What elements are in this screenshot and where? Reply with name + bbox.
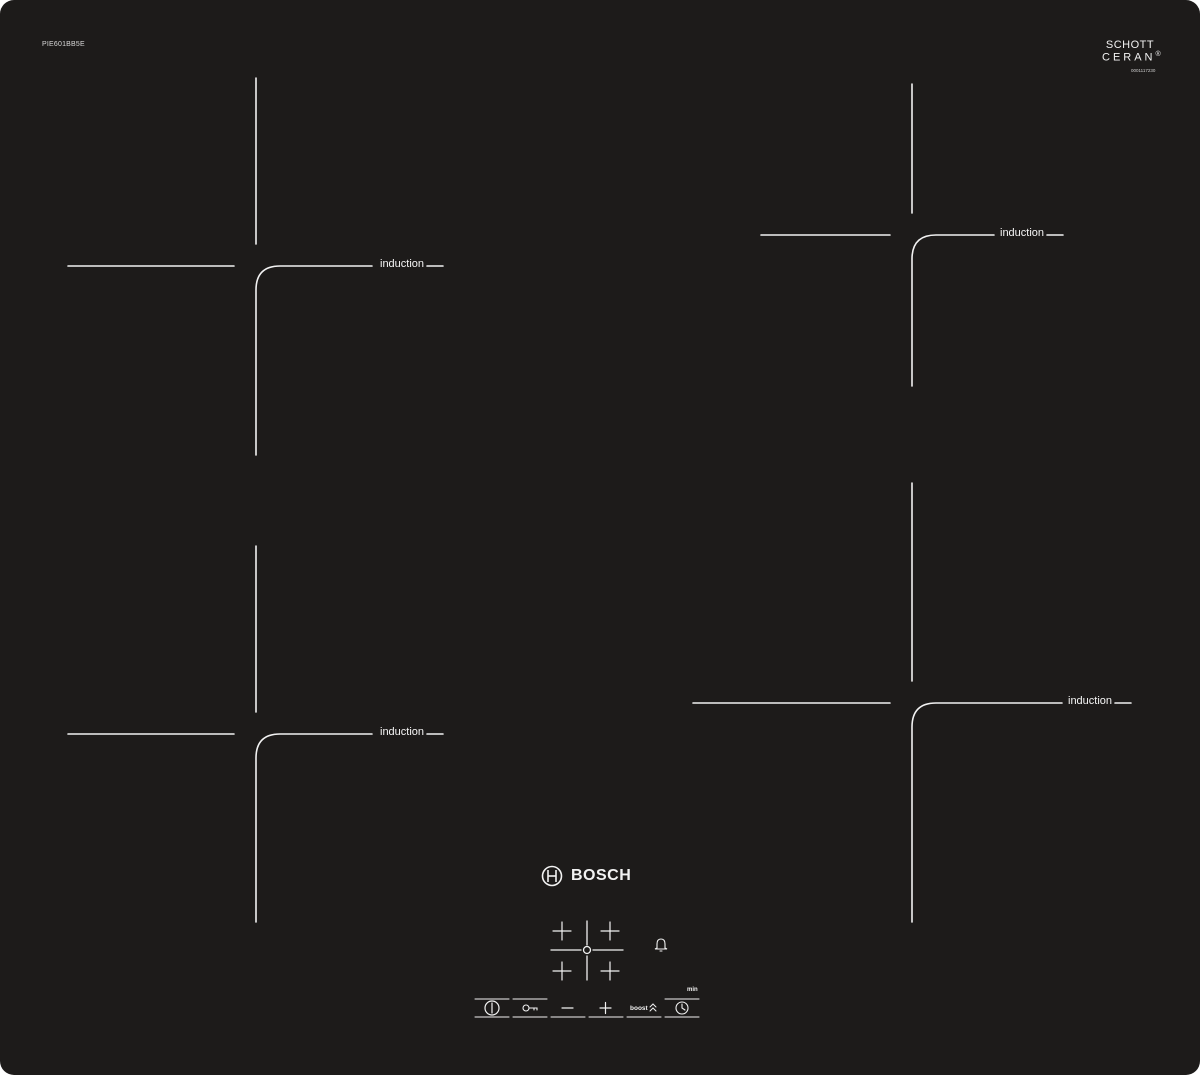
bell-icon[interactable] (655, 939, 667, 951)
power-icon[interactable] (485, 1001, 499, 1015)
zone-marker-bottom-right (693, 483, 1131, 922)
clock-icon[interactable] (676, 1002, 688, 1014)
zone-select-front-right[interactable] (601, 962, 619, 980)
zone-label-top-left: induction (380, 258, 425, 270)
zone-select-rear-right[interactable] (601, 922, 619, 940)
model-number: PIE601BB5E (42, 41, 85, 48)
zone-select-front-left[interactable] (553, 962, 571, 980)
glass-brand (1102, 39, 1161, 64)
control-bar-lines (475, 999, 699, 1017)
boost-label[interactable]: boost (630, 1005, 648, 1012)
glass-brand-line1: SCHOTT (1105, 39, 1155, 51)
plus-icon[interactable] (600, 1003, 611, 1014)
timer-unit-label: min (687, 987, 698, 993)
key-icon[interactable] (523, 1005, 537, 1011)
double-chevron-up-icon[interactable] (650, 1004, 656, 1011)
zone-select-rear-left[interactable] (553, 922, 571, 940)
registered-mark: ® (1155, 51, 1161, 58)
zone-label-bottom-left: induction (380, 726, 425, 738)
brand-name: BOSCH (571, 867, 632, 884)
glass-code: 0001117230 (1131, 68, 1156, 73)
bosch-armature-logo-icon (541, 865, 563, 887)
zone-label-bottom-right: induction (1068, 695, 1113, 707)
glass-brand-line2: CERAN (1102, 51, 1156, 64)
zone-label-top-right: induction (1000, 227, 1045, 239)
